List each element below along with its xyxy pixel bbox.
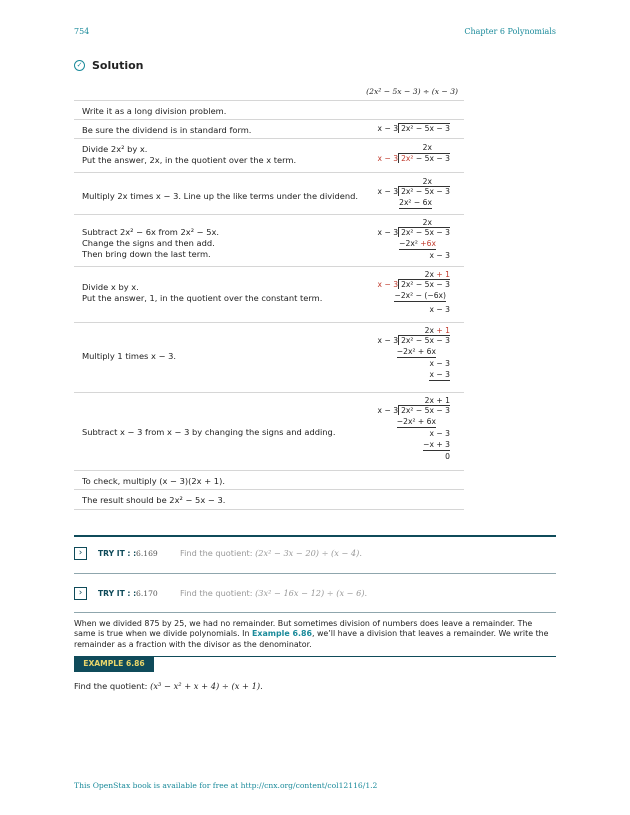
prompt-text: Find the quotient:	[74, 681, 148, 691]
example-badge: EXAMPLE 6.86	[74, 656, 154, 672]
remainder: x − 3	[429, 251, 450, 260]
chapter-title: Chapter 6 Polynomials	[464, 27, 556, 36]
try-it-number: 6.170	[136, 589, 158, 598]
bring-down-line: x − 3	[429, 359, 450, 368]
product-lead-term: −2x²	[399, 239, 418, 248]
long-division-work	[378, 336, 450, 346]
product: 2x² − 6x	[399, 198, 432, 207]
product: −2x² + 6x	[396, 347, 436, 356]
product-line: x − 3	[429, 370, 450, 379]
divisor: x − 3	[377, 124, 399, 133]
final-remainder: 0	[445, 452, 450, 461]
dividend: 2x² − 5x − 3	[398, 405, 450, 415]
remainder: x − 3	[429, 305, 450, 314]
prompt-expression: (2x² − 3x − 20) ÷ (x − 4).	[255, 548, 362, 558]
product	[399, 239, 436, 250]
try-it-prompt	[180, 548, 362, 558]
try-it-divider	[74, 612, 556, 613]
paragraph-text: , we’ll have a division that leaves a remainder. We write the remainder as a fraction with the divisor as the denominator.	[74, 629, 549, 649]
instruction: Multiply 2x times x − 3. Line up the like terms under the dividend.	[82, 191, 359, 201]
section-divider	[74, 535, 556, 537]
instruction-line: Subtract 2x² − 6x from 2x² − 5x.	[82, 227, 220, 237]
dividend: 2x² − 5x − 3	[398, 123, 450, 133]
quotient-lead: 2x	[424, 326, 437, 335]
long-division-work	[378, 406, 450, 416]
long-division-work	[378, 280, 450, 290]
page-number: 754	[74, 27, 90, 36]
product-second-term: +6x	[417, 239, 436, 248]
divisor: x − 3	[377, 228, 399, 237]
product: −2x² + 6x	[396, 417, 436, 426]
instruction-block	[82, 227, 219, 260]
instruction: Write it as a long division problem.	[82, 106, 227, 116]
long-division-work	[378, 154, 450, 164]
body-paragraph	[74, 619, 556, 650]
divisor: x − 3	[377, 154, 399, 163]
product: −2x² − (−6x)	[394, 291, 446, 300]
dividend: 2x² − 5x − 3	[398, 186, 450, 196]
try-it-6-170[interactable]	[74, 585, 554, 605]
instruction-line: Then bring down the last term.	[82, 249, 211, 259]
table-row	[74, 323, 464, 393]
prompt-text: Find the quotient:	[180, 588, 253, 598]
try-it-label: TRY IT : :	[98, 589, 137, 598]
try-it-number: 6.169	[136, 549, 158, 558]
instruction: To check, multiply (x − 3)(2x + 1).	[82, 476, 225, 486]
chevron-right-icon[interactable]: ›	[74, 587, 87, 600]
dividend-lead-term: 2x²	[401, 154, 414, 163]
footer-note[interactable]: This OpenStax book is available for free at http://cnx.org/content/col12116/1.2	[74, 781, 378, 790]
table-row	[74, 215, 464, 267]
quotient-new-term: + 1	[436, 270, 450, 279]
divisor: x − 3	[377, 336, 399, 345]
dividend: 2x² − 5x − 3	[398, 227, 450, 237]
quotient: 2x + 1	[424, 396, 450, 405]
table-row	[74, 471, 464, 490]
table-row	[74, 139, 464, 173]
check-circle-icon: ✓	[74, 60, 85, 71]
instruction-line: Divide 2x² by x.	[82, 144, 148, 154]
quotient-new-term: + 1	[436, 326, 450, 335]
dividend: 2x² − 5x − 3	[398, 279, 450, 289]
quotient: 2x	[422, 143, 432, 152]
instruction-line: Put the answer, 2x, in the quotient over the x term.	[82, 155, 297, 165]
try-it-divider	[74, 573, 556, 574]
dividend: 2x² − 5x − 3	[398, 335, 450, 345]
instruction-line: Change the signs and then add.	[82, 238, 215, 248]
instruction: Multiply 1 times x − 3.	[82, 351, 177, 361]
instruction: The result should be 2x² − 5x − 3.	[82, 495, 226, 505]
negated-line: −x + 3	[423, 440, 450, 449]
instruction-block	[82, 282, 322, 304]
instruction-line: Put the answer, 1, in the quotient over the constant term.	[82, 293, 323, 303]
expression-row	[74, 82, 464, 101]
instruction: Be sure the dividend is in standard form.	[82, 125, 252, 135]
dividend	[398, 153, 450, 163]
table-row	[74, 490, 464, 510]
prompt-text: Find the quotient:	[180, 548, 253, 558]
try-it-6-169[interactable]	[74, 545, 554, 565]
divisor: x − 3	[377, 280, 399, 289]
table-row	[74, 173, 464, 215]
example-link[interactable]: Example 6.86	[251, 629, 312, 639]
table-row	[74, 267, 464, 323]
quotient: 2x	[422, 218, 432, 227]
instruction-block	[82, 144, 296, 166]
table-row	[74, 393, 464, 471]
solution-table	[74, 82, 464, 510]
quotient-lead: 2x	[424, 270, 437, 279]
divisor: x − 3	[377, 187, 399, 196]
long-division-work	[378, 124, 450, 134]
dividend-rest: − 5x − 3	[413, 154, 450, 163]
quotient: 2x	[422, 177, 432, 186]
prompt-expression: (x³ − x² + x + 4) ÷ (x + 1).	[150, 681, 263, 691]
divisor: x − 3	[377, 406, 399, 415]
chevron-right-icon[interactable]: ›	[74, 547, 87, 560]
long-division-work	[378, 228, 450, 238]
paragraph-text: When we divided 875 by 25, we had no remainder. But sometimes division of numbers does leave a remainder. The same is true when we divide polynomials. In	[74, 619, 533, 639]
bring-down-line: x − 3	[429, 429, 450, 438]
instruction-line: Divide x by x.	[82, 282, 139, 292]
instruction: Subtract x − 3 from x − 3 by changing the signs and adding.	[82, 427, 336, 437]
try-it-prompt	[180, 588, 367, 598]
example-prompt	[74, 681, 263, 691]
division-expression: (2x² − 5x − 3) ÷ (x − 3)	[366, 87, 458, 96]
solution-heading: Solution	[92, 59, 144, 72]
table-row	[74, 120, 464, 139]
table-row	[74, 101, 464, 120]
prompt-expression: (3x² − 16x − 12) ÷ (x − 6).	[255, 588, 368, 598]
long-division-work	[378, 187, 450, 197]
try-it-label: TRY IT : :	[98, 549, 137, 558]
